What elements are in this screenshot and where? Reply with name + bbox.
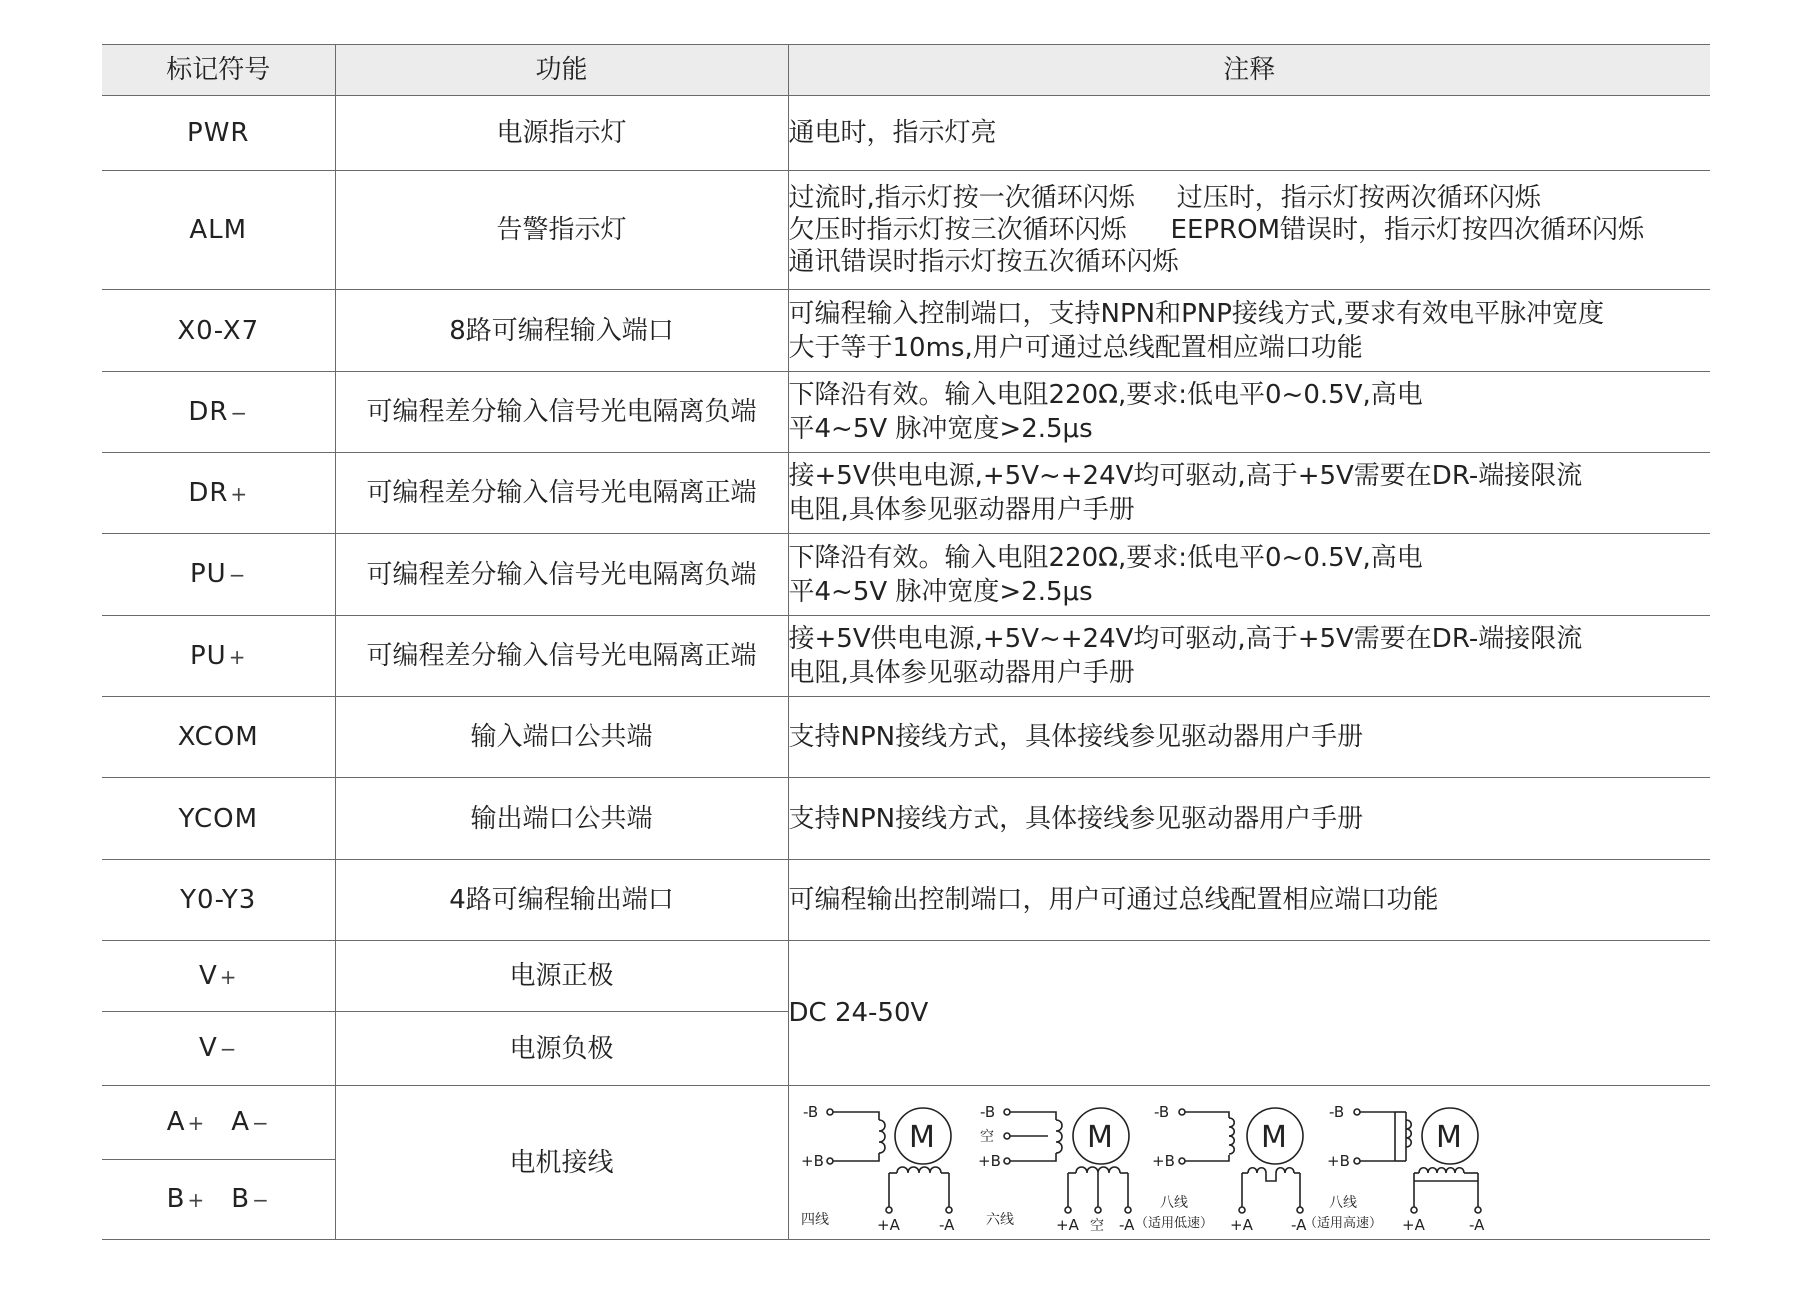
mark-cell — [102, 616, 335, 697]
note-line: 支持NPN接线方式，具体接线参见驱动器用户手册 — [788, 803, 1364, 834]
header-note: 注释 — [788, 45, 1710, 96]
motor-letter: M — [1086, 1119, 1113, 1155]
label-neg-b: -B — [1153, 1102, 1169, 1121]
table-row-v-plus — [102, 941, 1710, 1012]
note-line: 下降沿有效。输入电阻220Ω,要求:低电平0~0.5V,高电 — [788, 380, 1423, 410]
note-line: 支持NPN接线方式，具体接线参见驱动器用户手册 — [788, 722, 1364, 752]
label-pos-b: +B — [800, 1151, 824, 1170]
mark-cell — [102, 1012, 335, 1086]
function-cell: 8路可编程输入端口 — [335, 290, 788, 372]
mark-cell — [102, 1086, 335, 1160]
label-four-wire: 四线 — [800, 1211, 829, 1228]
mark-cell — [102, 941, 335, 1012]
function-cell: 输出端口公共端 — [335, 778, 788, 860]
note-line: 接+5V供电电源,+5V~+24V均可驱动,高于+5V需要在DR-端接限流 — [788, 624, 1583, 654]
mark-sign: − — [252, 1188, 270, 1212]
mark-sign: − — [228, 563, 247, 587]
mark-cell: X0-X7 — [102, 290, 335, 372]
label-eight-wire: 八线 — [1328, 1194, 1357, 1211]
note-part: 欠压时指示灯按三次循环闪烁 — [788, 215, 1127, 245]
label-pos-a: +A — [1055, 1215, 1079, 1234]
header-mark: 标记符号 — [102, 45, 335, 96]
note-cell — [788, 697, 1710, 778]
header-row — [102, 45, 1710, 96]
mark-text: B — [231, 1184, 251, 1214]
label-pos-a: +A — [1229, 1215, 1253, 1234]
mark-cell: YCOM — [102, 778, 335, 860]
mark-cell: ALM — [102, 171, 335, 290]
note-line: 下降沿有效。输入电阻220Ω,要求:低电平0~0.5V,高电 — [788, 542, 1423, 573]
table-row-dr-minus — [102, 372, 1710, 453]
note-cell — [788, 96, 1710, 171]
label-neg-a: -A — [1468, 1215, 1484, 1234]
mark-text: V — [198, 960, 218, 991]
note-line: DC 24-50V — [788, 998, 929, 1028]
note-line: 可编程输入控制端口，支持NPN和PNP接线方式,要求有效电平脉冲宽度 — [788, 298, 1605, 329]
table-row-pu-plus — [102, 616, 1710, 697]
note-part: 过流时,指示灯按一次循环闪烁 — [788, 183, 1135, 213]
function-cell: 可编程差分输入信号光电隔离负端 — [335, 372, 788, 453]
function-cell: 输入端口公共端 — [335, 697, 788, 778]
label-neg-b: -B — [979, 1102, 995, 1121]
function-cell: 电源正极 — [335, 941, 788, 1012]
label-pos-b: +B — [977, 1151, 1001, 1170]
function-cell: 电机接线 — [335, 1086, 788, 1240]
note-line: 大于等于10ms,用户可通过总线配置相应端口功能 — [788, 332, 1363, 363]
note-line: 可编程输出控制端口，用户可通过总线配置相应端口功能 — [788, 885, 1439, 915]
note-cell — [788, 860, 1710, 941]
label-neg-a: -A — [1290, 1215, 1306, 1234]
motor-wiring-svg — [789, 1087, 1711, 1239]
label-neg-a: -A — [1118, 1215, 1134, 1234]
mark-cell: Y0-Y3 — [102, 860, 335, 941]
note-line: 接+5V供电电源,+5V~+24V均可驱动,高于+5V需要在DR-端接限流 — [788, 461, 1583, 491]
mark-text: DR — [188, 396, 229, 427]
mark-sign: + — [230, 481, 249, 506]
table-row-pwr — [102, 96, 1710, 171]
table-row-y0-y3 — [102, 860, 1710, 941]
mark-cell: PWR — [102, 96, 335, 171]
mark-text: B — [166, 1184, 186, 1214]
label-high-speed: （适用高速） — [1303, 1215, 1382, 1231]
mark-sign: + — [187, 1188, 206, 1212]
note-line: 平4~5V 脉冲宽度>2.5μs — [788, 576, 1093, 607]
note-cell — [788, 171, 1710, 290]
mark-text: A — [166, 1107, 186, 1137]
mark-sign: + — [187, 1111, 206, 1135]
mark-cell — [102, 1160, 335, 1240]
mark-sign: + — [219, 964, 238, 989]
label-eight-wire: 八线 — [1159, 1194, 1188, 1211]
table-row-x0-x7 — [102, 290, 1710, 372]
note-line — [789, 214, 1711, 246]
note-line: 电阻,具体参见驱动器用户手册 — [788, 658, 1135, 688]
note-line: 通讯错误时指示灯按五次循环闪烁 — [788, 247, 1179, 277]
function-cell: 可编程差分输入信号光电隔离负端 — [335, 534, 788, 616]
note-cell — [788, 453, 1710, 534]
mark-sign: + — [228, 644, 247, 669]
function-cell: 告警指示灯 — [335, 171, 788, 290]
note-cell — [788, 290, 1710, 372]
label-neg-b: -B — [1328, 1102, 1344, 1121]
mark-text: A — [231, 1107, 251, 1137]
table-row-dr-plus — [102, 453, 1710, 534]
label-neg-b: -B — [802, 1102, 818, 1121]
mark-sign: − — [252, 1111, 270, 1135]
mark-text: PU — [190, 640, 227, 671]
note-line: 电阻,具体参见驱动器用户手册 — [788, 495, 1135, 525]
function-cell: 4路可编程输出端口 — [335, 860, 788, 941]
note-cell — [788, 616, 1710, 697]
label-empty: 空 — [979, 1128, 994, 1145]
note-part: 过压时，指示灯按两次循环闪烁 — [1176, 183, 1541, 213]
function-cell: 可编程差分输入信号光电隔离正端 — [335, 616, 788, 697]
note-cell — [788, 941, 1710, 1086]
mark-cell: XCOM — [102, 697, 335, 778]
label-pos-a: +A — [1401, 1215, 1425, 1234]
mark-sign: − — [230, 400, 249, 425]
motor-letter: M — [908, 1119, 935, 1155]
mark-cell — [102, 534, 335, 616]
note-part: EEPROM错误时，指示灯按四次循环闪烁 — [1170, 215, 1645, 245]
table-row-ycom — [102, 778, 1710, 860]
label-empty: 空 — [1089, 1217, 1104, 1234]
mark-text: DR — [188, 477, 229, 508]
label-low-speed: （适用低速） — [1134, 1215, 1213, 1231]
mark-sign: − — [219, 1037, 238, 1061]
note-cell — [788, 372, 1710, 453]
table-row-alm — [102, 171, 1710, 290]
note-line: 通电时，指示灯亮 — [788, 118, 997, 148]
function-cell: 电源负极 — [335, 1012, 788, 1086]
note-line — [789, 182, 1711, 214]
label-pos-b: +B — [1151, 1151, 1175, 1170]
note-cell — [788, 778, 1710, 860]
mark-text: PU — [190, 559, 227, 589]
function-cell: 可编程差分输入信号光电隔离正端 — [335, 453, 788, 534]
motor-letter: M — [1260, 1119, 1287, 1155]
header-function: 功能 — [335, 45, 788, 96]
terminal-table — [102, 44, 1710, 1240]
label-pos-b: +B — [1326, 1151, 1350, 1170]
eight-wire-high-speed-diagram — [1354, 1108, 1481, 1213]
motor-letter: M — [1435, 1119, 1462, 1155]
mark-text: V — [198, 1033, 218, 1063]
table-row-xcom — [102, 697, 1710, 778]
mark-cell — [102, 372, 335, 453]
label-six-wire: 六线 — [985, 1211, 1014, 1228]
motor-wiring-diagram — [788, 1086, 1710, 1240]
function-cell: 电源指示灯 — [335, 96, 788, 171]
label-pos-a: +A — [876, 1215, 900, 1234]
table-row-a — [102, 1086, 1710, 1160]
note-line: 平4~5V 脉冲宽度>2.5μs — [788, 414, 1093, 444]
label-neg-a: -A — [938, 1215, 954, 1234]
mark-cell — [102, 453, 335, 534]
table-row-pu-minus — [102, 534, 1710, 616]
note-cell — [788, 534, 1710, 616]
